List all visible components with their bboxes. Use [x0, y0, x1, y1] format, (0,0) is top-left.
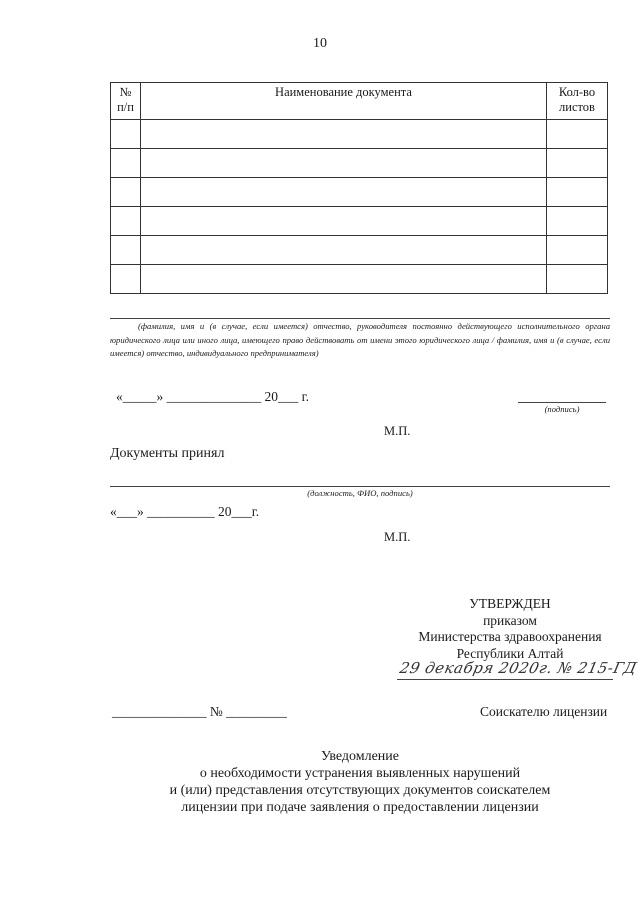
- page-number: 10: [313, 36, 327, 51]
- approval-block: [402, 596, 618, 662]
- cell-name: [141, 207, 547, 236]
- table-row: [111, 120, 608, 149]
- date-line-1: «_____» ______________ 20___ г.: [116, 389, 310, 404]
- cell-count: [547, 149, 608, 178]
- notice-line-2: и (или) представления отсутствующих документов соискателем: [169, 783, 551, 798]
- cell-num: [111, 207, 141, 236]
- date-line-2: «___» __________ 20___г.: [110, 504, 260, 519]
- header-num: № п/п: [111, 83, 141, 120]
- cell-num: [111, 265, 141, 294]
- number-line: ______________ № _________: [112, 704, 287, 719]
- notice-title: Уведомление: [320, 749, 399, 764]
- position-line: [110, 486, 610, 487]
- stamp-label-2: М.П.: [384, 530, 411, 544]
- cell-num: [111, 236, 141, 265]
- cell-name: [141, 265, 547, 294]
- cell-name: [141, 236, 547, 265]
- notice-line-3: лицензии при подаче заявления о предоставлении лицензии: [181, 800, 539, 815]
- table-row: [111, 236, 608, 265]
- handwritten-date-signature: 29 декабря 2020г. № 215-ГД: [398, 659, 639, 677]
- table-row: [111, 207, 608, 236]
- approval-line-3: Министерства здравоохранения: [418, 629, 602, 644]
- addressee: Соискателю лицензии: [480, 704, 608, 719]
- table-row: [111, 149, 608, 178]
- cell-name: [141, 149, 547, 178]
- position-note: (должность, ФИО, подпись): [307, 488, 413, 498]
- notice-block: [110, 748, 610, 816]
- approval-line-4: Республики Алтай: [456, 645, 564, 661]
- signature-label: (подпись): [544, 404, 580, 414]
- cell-num: [111, 120, 141, 149]
- approval-underline: [397, 679, 613, 680]
- cell-name: [141, 178, 547, 207]
- documents-table: [110, 82, 608, 294]
- cell-count: [547, 178, 608, 207]
- cell-num: [111, 149, 141, 178]
- cell-count: [547, 236, 608, 265]
- cell-count: [547, 265, 608, 294]
- cell-count: [547, 207, 608, 236]
- cell-num: [111, 178, 141, 207]
- table-row: [111, 178, 608, 207]
- signatory-line: [110, 318, 610, 319]
- signatory-note: (фамилия, имя и (в случае, если имеется) отчество, руководителя постоянно действующего исполнительного органа юридического лица или иного лица, имеющего право действовать от имени этого юридического лица / фамилия, имя и (в случае, если имеется) отчество, индивидуального предпринимателя): [110, 321, 610, 358]
- stamp-label-1: М.П.: [384, 424, 411, 438]
- approval-line-2: приказом: [483, 612, 537, 628]
- table-header-row: [111, 83, 608, 120]
- signature-line: [518, 402, 606, 403]
- table-row: [111, 265, 608, 294]
- header-count: Кол-во листов: [547, 83, 608, 120]
- header-name: Наименование документа: [141, 83, 547, 120]
- approval-line-1: УТВЕРЖДЕН: [469, 596, 551, 611]
- notice-line-1: о необходимости устранения выявленных нарушений: [199, 766, 521, 781]
- cell-name: [141, 120, 547, 149]
- cell-count: [547, 120, 608, 149]
- documents-received-label: Документы принял: [110, 446, 225, 461]
